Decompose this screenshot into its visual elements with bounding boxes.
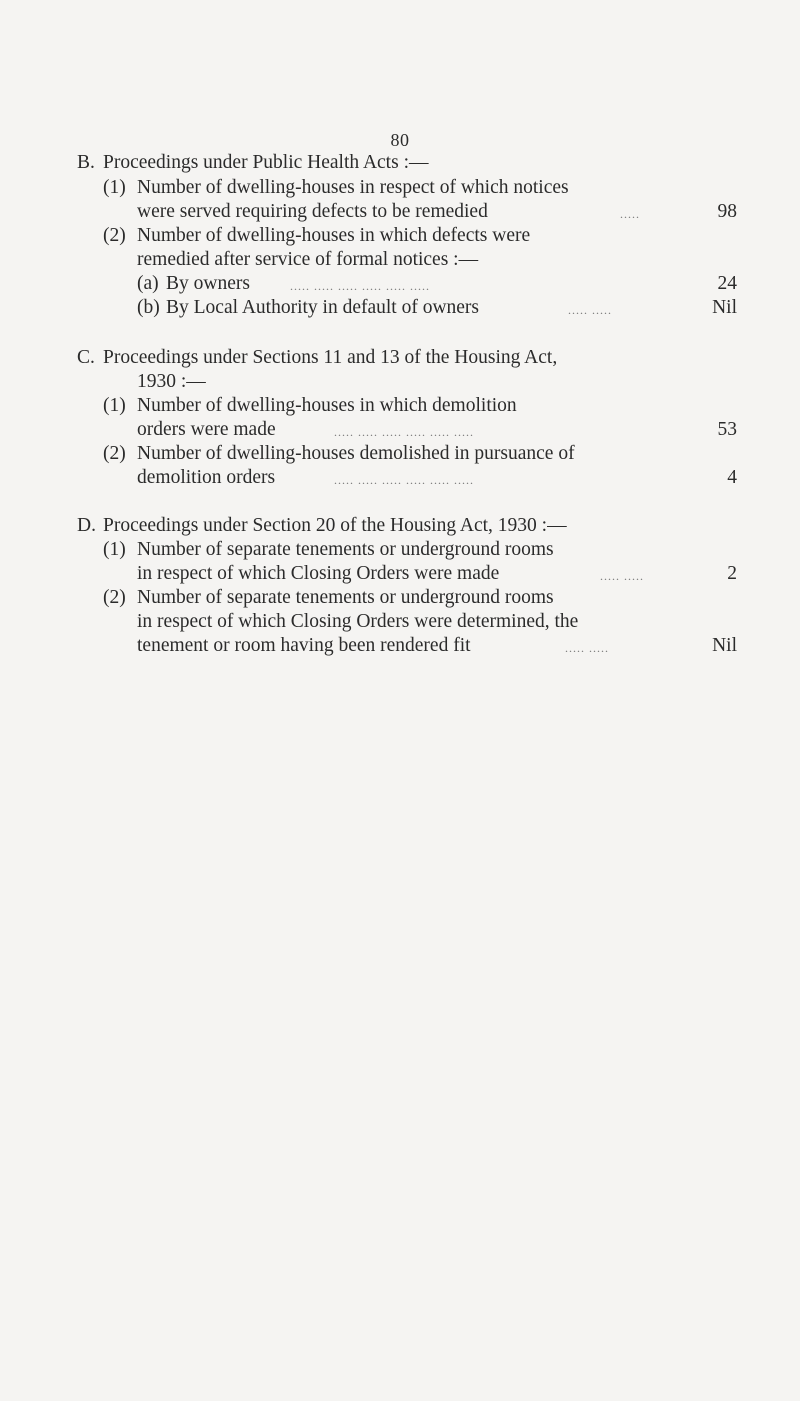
item-value: Nil	[712, 635, 737, 656]
subitem-text: By Local Authority in default of owners	[166, 297, 480, 318]
item-number: (2)	[103, 443, 126, 464]
item-value: 2	[727, 563, 737, 584]
dot-leader: ..... .....	[565, 641, 609, 655]
subitem-value: 24	[717, 273, 737, 294]
dot-leader: ..... ..... ..... ..... ..... .....	[334, 425, 474, 439]
item-text-line: demolition orders	[137, 467, 276, 488]
subitem-label: (b)	[137, 297, 160, 318]
item-text-line: remedied after service of formal notices :—	[137, 249, 479, 270]
dot-leader: .....	[620, 207, 640, 221]
dot-leader: ..... ..... ..... ..... ..... .....	[290, 279, 430, 293]
dot-leader: ..... ..... ..... ..... ..... .....	[334, 473, 474, 487]
page-number: 80	[390, 130, 410, 150]
section-heading-line: Proceedings under Sections 11 and 13 of the Housing Act,	[103, 347, 558, 368]
item-text-line: tenement or room having been rendered fit	[137, 635, 471, 656]
dot-leader: ..... .....	[568, 303, 612, 317]
section-letter: B.	[77, 152, 95, 173]
item-text-line: Number of dwelling-houses in which demolition	[137, 395, 517, 416]
section-letter: D.	[77, 515, 96, 536]
item-text-line: Number of separate tenements or underground rooms	[137, 587, 554, 608]
item-text-line: Number of dwelling-houses in which defects were	[137, 225, 531, 246]
item-value: 53	[717, 419, 737, 440]
item-text-line: Number of separate tenements or underground rooms	[137, 539, 554, 560]
item-text-line: orders were made	[137, 419, 276, 440]
section-heading: Proceedings under Section 20 of the Housing Act, 1930 :—	[103, 515, 567, 536]
subitem-label: (a)	[137, 273, 159, 294]
item-value: 4	[727, 467, 737, 488]
item-text-line: in respect of which Closing Orders were determined, the	[137, 611, 579, 632]
item-text-line: Number of dwelling-houses demolished in pursuance of	[137, 443, 575, 464]
item-number: (2)	[103, 587, 126, 608]
section-heading: Proceedings under Public Health Acts :—	[103, 152, 429, 173]
item-number: (1)	[103, 177, 126, 198]
item-number: (2)	[103, 225, 126, 246]
section-heading-line: 1930 :—	[137, 371, 206, 392]
item-text-line: in respect of which Closing Orders were made	[137, 563, 500, 584]
dot-leader: ..... .....	[600, 569, 644, 583]
section-letter: C.	[77, 347, 95, 368]
item-text-line: were served requiring defects to be remedied	[137, 201, 488, 222]
item-text-line: Number of dwelling-houses in respect of which notices	[137, 177, 569, 198]
item-number: (1)	[103, 395, 126, 416]
item-value: 98	[717, 201, 737, 222]
subitem-value: Nil	[712, 297, 737, 318]
item-number: (1)	[103, 539, 126, 560]
subitem-text: By owners	[166, 273, 250, 294]
